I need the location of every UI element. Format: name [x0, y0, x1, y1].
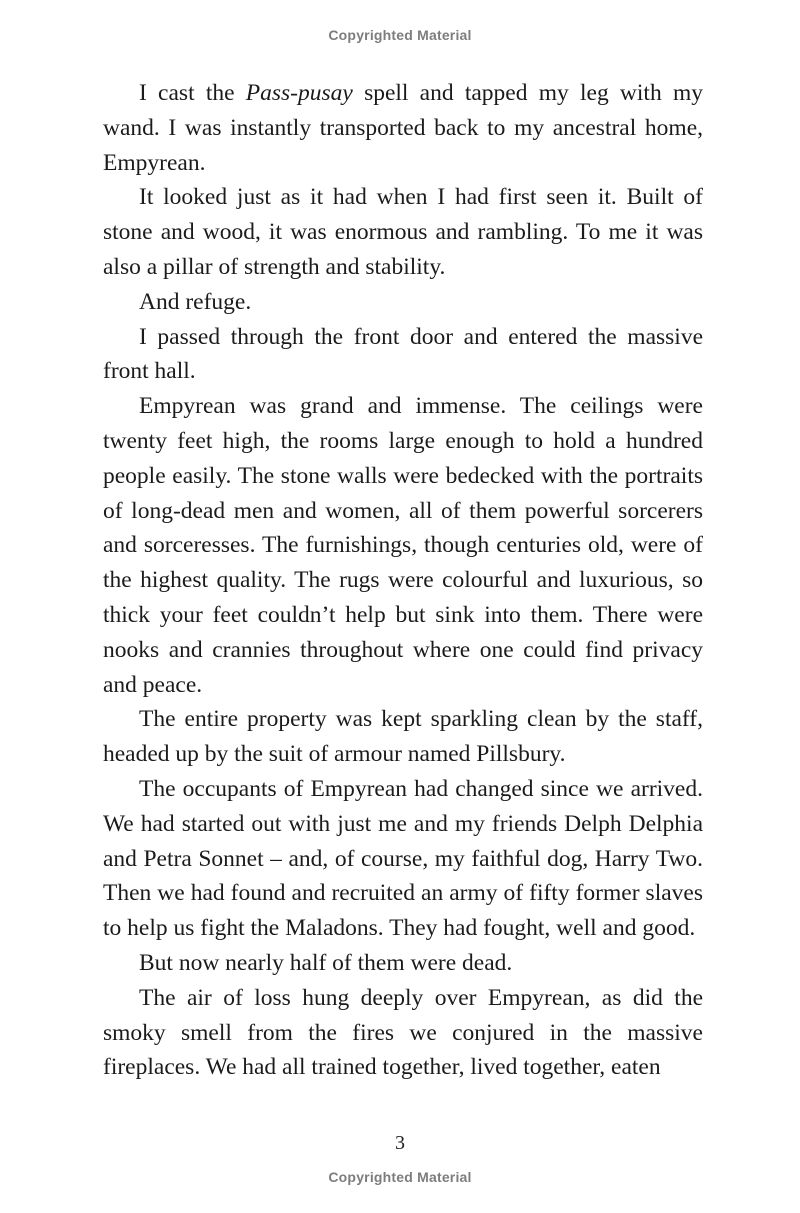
paragraph-text: But now nearly half of them were dead.: [139, 949, 513, 976]
copyright-notice-top: Copyrighted Material: [328, 27, 472, 43]
paragraph: [103, 180, 703, 284]
body-text: [103, 76, 703, 1085]
paragraph-text: And refuge.: [139, 288, 252, 315]
paragraph: [103, 981, 703, 1085]
paragraph-text: It looked just as it had when I had first seen it. Built of stone and wood, it was enormous and rambling. To me it was also a pillar of strength and stability.: [103, 184, 703, 280]
paragraph: [103, 320, 703, 390]
copyright-notice-bottom: Copyrighted Material: [328, 1169, 472, 1185]
paragraph: [103, 702, 703, 772]
paragraph: [103, 772, 703, 946]
paragraph-text: Empyrean was grand and immense. The ceilings were twenty feet high, the rooms large enough to hold a hundred people easily. The stone walls were bedecked with the portraits of long-dead men and women, all of them powerful sorcerers and sorceresses. The furnishings, though centuries old, were of the highest quality. The rugs were colourful and luxurious, so thick your feet couldn’t help but sink into them. There were nooks and crannies throughout where one could find privacy and peace.: [103, 393, 703, 698]
paragraph-text: spell and tapped my leg with my wand. I was instantly transported back to my ancestral home, Empyrean.: [103, 80, 703, 176]
page-number: 3: [395, 1132, 405, 1154]
paragraph: [103, 389, 703, 702]
paragraph-text: The air of loss hung deeply over Empyrean, as did the smoky smell from the fires we conjured in the massive fireplaces. We had all trained together, lived together, eaten: [103, 984, 703, 1081]
paragraph: [103, 285, 703, 320]
spell-name-italic: Pass-pusay: [245, 80, 353, 106]
paragraph-text: The entire property was kept sparkling clean by the staff, headed up by the suit of armour named Pillsbury.: [103, 706, 703, 768]
paragraph-text: I passed through the front door and entered the massive front hall.: [103, 323, 703, 385]
paragraph-text: The occupants of Empyrean had changed since we arrived. We had started out with just me and my friends Delph Delphia and Petra Sonnet – and, of course, my faithful dog, Harry Two. Then we had found and recruited an army of fifty former slaves to help us fight the Maladons. They had fought, well and good.: [103, 775, 703, 942]
paragraph-text: I cast the: [139, 80, 246, 106]
paragraph: [103, 946, 703, 981]
paragraph: [103, 76, 703, 180]
